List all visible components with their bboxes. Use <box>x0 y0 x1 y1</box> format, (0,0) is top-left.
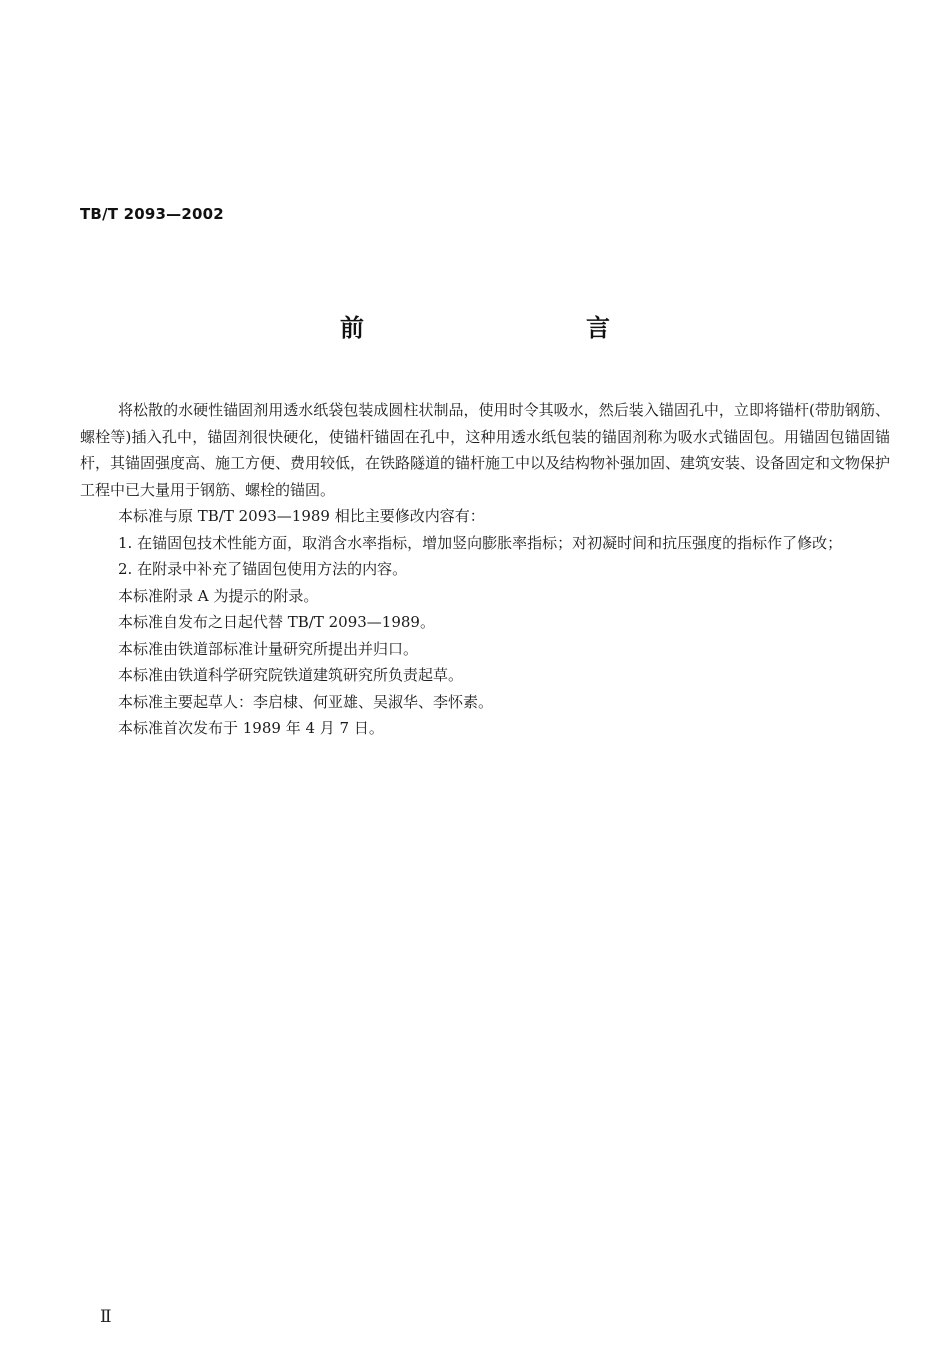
paragraph-intro: 将松散的水硬性锚固剂用透水纸袋包装成圆柱状制品，使用时令其吸水，然后装入锚固孔中，立即将锚杆(带肋钢筋、螺栓等)插入孔中，锚固剂很快硬化，使锚杆锚固在孔中，这种用透水纸包装的锚固剂称为吸水式锚固包。用锚固包锚固锚杆，其锚固强度高、施工方便、费用较低，在铁路隧道的锚杆施工中以及结构物补强加固、建筑安装、设备固定和文物保护工程中已大量用于钢筋、螺栓的锚固。 <box>80 401 891 499</box>
paragraph-revision-item-1: 1. 在锚固包技术性能方面，取消含水率指标，增加竖向膨胀率指标；对初凝时间和抗压强度的指标作了修改； <box>118 533 843 552</box>
paragraph-revision-intro: 本标准与原 TB/T 2093—1989 相比主要修改内容有： <box>118 507 485 525</box>
paragraph-supersedes: 本标准自发布之日起代替 TB/T 2093—1989。 <box>118 613 435 631</box>
paragraph-proposed-by: 本标准由铁道部标准计量研究所提出并归口。 <box>118 639 419 658</box>
paragraph-drafters: 本标准主要起草人：李启棣、何亚雄、吴淑华、李怀素。 <box>118 692 494 711</box>
paragraph-drafted-by: 本标准由铁道科学研究院铁道建筑研究所负责起草。 <box>118 666 464 684</box>
paragraph-first-published: 本标准首次发布于 1989 年 4 月 7 日。 <box>118 719 384 737</box>
paragraph-revision-item-2: 2. 在附录中补充了锚固包使用方法的内容。 <box>118 560 408 578</box>
foreword-body <box>80 397 890 742</box>
standard-code: TB/T 2093—2002 <box>80 205 224 223</box>
paragraph-appendix-note: 本标准附录 A 为提示的附录。 <box>118 586 319 605</box>
page-number: Ⅱ <box>100 1307 112 1327</box>
section-title: 前 言 <box>340 314 668 342</box>
